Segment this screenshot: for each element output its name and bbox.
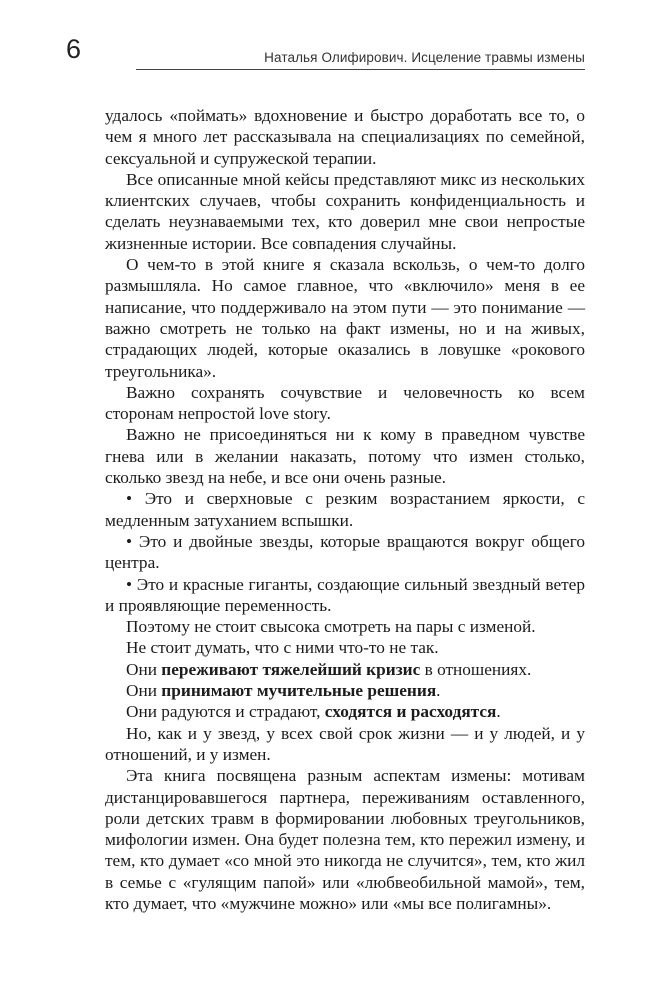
bullet-item xyxy=(105,488,585,531)
paragraph: О чем-то в этой книге я сказала вскользь, о чем-то долго размышляла. Но самое главное, что «включило» меня в ее написание, что поддерживало на этом пути — это понимание — важно смотреть не только на факт измены, но и на живых, страдающих людей, которые оказались в ловушке «рокового треугольника». xyxy=(105,255,585,381)
paragraph: Эта книга посвящена разным аспектам измены: мотивам дистанцировавшегося партнера, переживаниям оставленного, роли детских травм в формировании любовных треугольников, мифологии измен. Она будет полезна тем, кто пережил измену, и тем, кто думает «со мной это никогда не случится», тем, кто жил в семье с «гулящим папой» или «любвеобильной мамой», тем, кто думает, что «мужчине можно» или «мы все полигамны». xyxy=(105,766,585,913)
paragraph: Важно не присоединяться ни к кому в праведном чувстве гнева или в желании наказать, потому что измен столько, сколько звезд на небе, и все они очень разные. xyxy=(105,425,585,488)
paragraph-emphasis xyxy=(105,680,585,701)
text-run: Они радуются и страдают, xyxy=(126,702,325,722)
page-number: 6 xyxy=(66,34,82,64)
bullet-item xyxy=(105,574,585,617)
bullet-icon: • xyxy=(126,531,133,551)
bullet-text: Это и двойные звезды, которые вращаются вокруг общего центра. xyxy=(105,531,585,573)
paragraph: Поэтому не стоит свысока смотреть на пары с изменой. xyxy=(126,617,536,637)
paragraph: удалось «поймать» вдохновение и быстро доработать все то, о чем я много лет рассказывала на специализациях по семейной, сексуальной и супружеской терапии. xyxy=(105,106,585,168)
bold-phrase: принимают мучительные решения xyxy=(161,681,437,701)
paragraph-emphasis xyxy=(105,659,585,680)
text-run: . xyxy=(496,702,501,722)
running-head: Наталья Олифирович. Исцеление травмы измены xyxy=(264,50,585,65)
text-run: в отношениях. xyxy=(420,659,532,679)
bullet-icon: • xyxy=(126,489,133,509)
paragraph-emphasis xyxy=(105,701,585,722)
header-rule xyxy=(136,69,585,70)
paragraph: Важно сохранять сочувствие и человечность ко всем сторонам непростой love story. xyxy=(105,382,585,424)
bullet-icon: • xyxy=(126,574,133,594)
paragraph: Все описанные мной кейсы представляют микс из нескольких клиентских случаев, чтобы сохранить конфиденциальность и сделать неузнаваемыми тех, кто доверил мне свои непростые жизненные истории. Все совпадения случайны. xyxy=(105,169,585,253)
body-text xyxy=(105,105,585,914)
bullet-item xyxy=(105,531,585,574)
paragraph: Но, как и у звезд, у всех свой срок жизни — и у людей, и у отношений, и у измен. xyxy=(105,723,585,764)
bullet-text: Это и красные гиганты, создающие сильный звездный ветер и проявляющие переменность. xyxy=(105,574,585,615)
paragraph: Не стоит думать, что с ними что-то не так. xyxy=(126,638,439,658)
bold-phrase: сходятся и расходятся xyxy=(324,702,497,722)
text-run: Они xyxy=(126,659,162,679)
bold-phrase: переживают тяжелейший кризис xyxy=(161,659,421,679)
text-run: Они xyxy=(126,681,162,701)
text-run: . xyxy=(436,681,441,701)
bullet-text: Это и сверхновые с резким возрастанием яркости, с медленным затуханием вспышки. xyxy=(105,489,585,530)
